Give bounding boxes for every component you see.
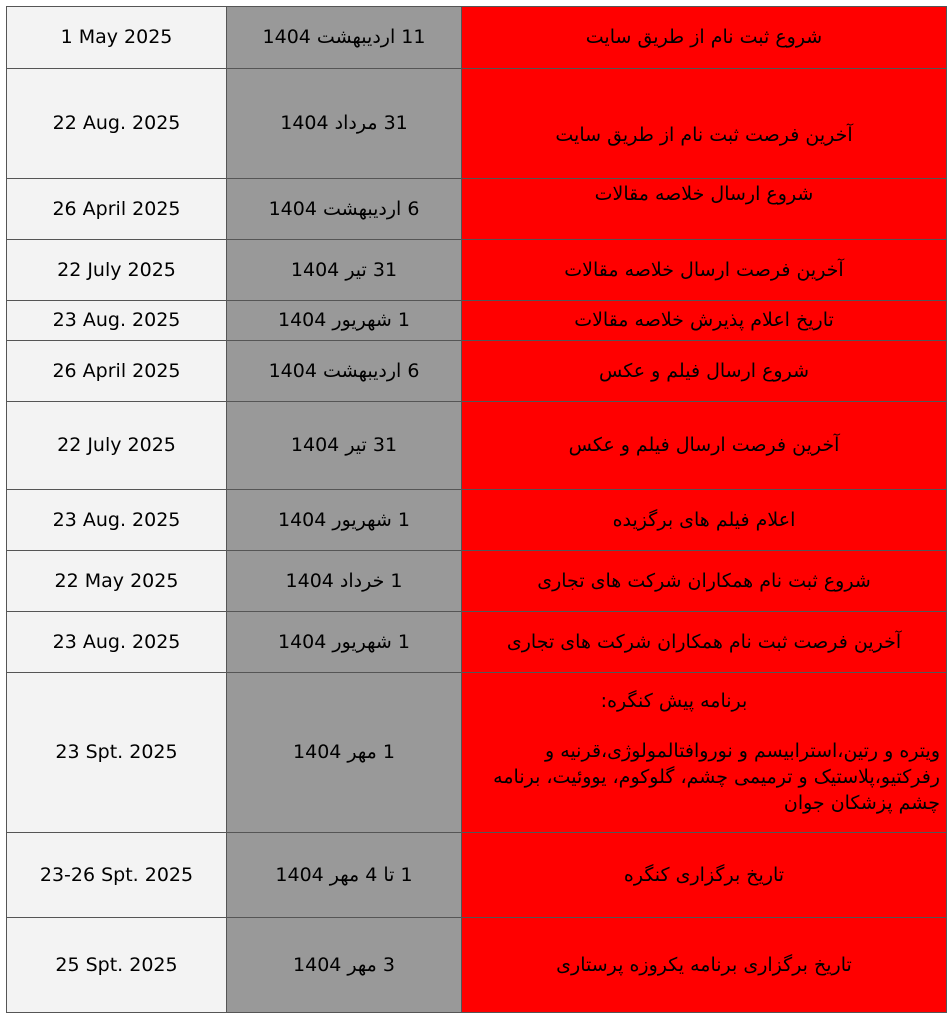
- event-cell: تاریخ برگزاری کنگره: [462, 833, 947, 918]
- shamsi-date-cell: 1 مهر 1404: [227, 673, 462, 833]
- gregorian-date-cell: 23 Aug. 2025: [7, 301, 227, 341]
- table-row: [7, 402, 947, 490]
- table-row: [7, 833, 947, 918]
- shamsi-date-cell: 31 تیر 1404: [227, 240, 462, 301]
- gregorian-date-cell: 22 Aug. 2025: [7, 69, 227, 179]
- gregorian-date-cell: 23-26 Spt. 2025: [7, 833, 227, 918]
- gregorian-date-cell: 26 April 2025: [7, 179, 227, 240]
- gregorian-date-cell: 1 May 2025: [7, 7, 227, 69]
- gregorian-date-cell: 23 Spt. 2025: [7, 673, 227, 833]
- gregorian-date-cell: 22 May 2025: [7, 551, 227, 612]
- event-cell: شروع ثبت نام از طریق سایت: [462, 7, 947, 69]
- table-row: [7, 341, 947, 402]
- table-row: [7, 7, 947, 69]
- gregorian-date-cell: 23 Aug. 2025: [7, 612, 227, 673]
- shamsi-date-cell: 31 مرداد 1404: [227, 69, 462, 179]
- table-row: [7, 301, 947, 341]
- gregorian-date-cell: 22 July 2025: [7, 240, 227, 301]
- table-row: [7, 551, 947, 612]
- shamsi-date-cell: 1 شهریور 1404: [227, 612, 462, 673]
- event-cell: شروع ثبت نام همکاران شرکت های تجاری: [462, 551, 947, 612]
- event-cell: شروع ارسال فیلم و عکس: [462, 341, 947, 402]
- table-row: [7, 69, 947, 179]
- event-cell: تاریخ برگزاری برنامه یکروزه پرستاری: [462, 918, 947, 1013]
- gregorian-date-cell: 22 July 2025: [7, 402, 227, 490]
- event-cell: شروع ارسال خلاصه مقالات: [462, 179, 947, 240]
- event-body: ویتره و رتین،استرابیسم و نوروافتالمولوژی،قرنیه و رفرکتیو،پلاستیک و ترمیمی چشم، گلوکوم، یووئیت، برنامه چشم پزشکان جوان: [493, 740, 940, 814]
- shamsi-date-cell: 1 تا 4 مهر 1404: [227, 833, 462, 918]
- table-row: [7, 179, 947, 240]
- shamsi-date-cell: 6 اردیبهشت 1404: [227, 179, 462, 240]
- event-cell: آخرین فرصت ثبت نام همکاران شرکت های تجاری: [462, 612, 947, 673]
- shamsi-date-cell: 6 اردیبهشت 1404: [227, 341, 462, 402]
- shamsi-date-cell: 1 خرداد 1404: [227, 551, 462, 612]
- event-cell: تاریخ اعلام پذیرش خلاصه مقالات: [462, 301, 947, 341]
- table-row: [7, 240, 947, 301]
- event-cell: آخرین فرصت ثبت نام از طریق سایت: [462, 69, 947, 179]
- table-row: [7, 612, 947, 673]
- schedule-table: [6, 6, 947, 1013]
- event-cell: اعلام فیلم های برگزیده: [462, 490, 947, 551]
- gregorian-date-cell: 23 Aug. 2025: [7, 490, 227, 551]
- table-row: [7, 490, 947, 551]
- shamsi-date-cell: 11 اردیبهشت 1404: [227, 7, 462, 69]
- gregorian-date-cell: 25 Spt. 2025: [7, 918, 227, 1013]
- event-cell: [462, 673, 947, 833]
- shamsi-date-cell: 1 شهریور 1404: [227, 490, 462, 551]
- shamsi-date-cell: 3 مهر 1404: [227, 918, 462, 1013]
- event-title: برنامه پیش کنگره:: [600, 689, 748, 712]
- event-cell: آخرین فرصت ارسال خلاصه مقالات: [462, 240, 947, 301]
- table-row: [7, 673, 947, 833]
- shamsi-date-cell: 1 شهریور 1404: [227, 301, 462, 341]
- shamsi-date-cell: 31 تیر 1404: [227, 402, 462, 490]
- event-cell: آخرین فرصت ارسال فیلم و عکس: [462, 402, 947, 490]
- table-row: [7, 918, 947, 1013]
- gregorian-date-cell: 26 April 2025: [7, 341, 227, 402]
- schedule-table-wrapper: [6, 6, 947, 1013]
